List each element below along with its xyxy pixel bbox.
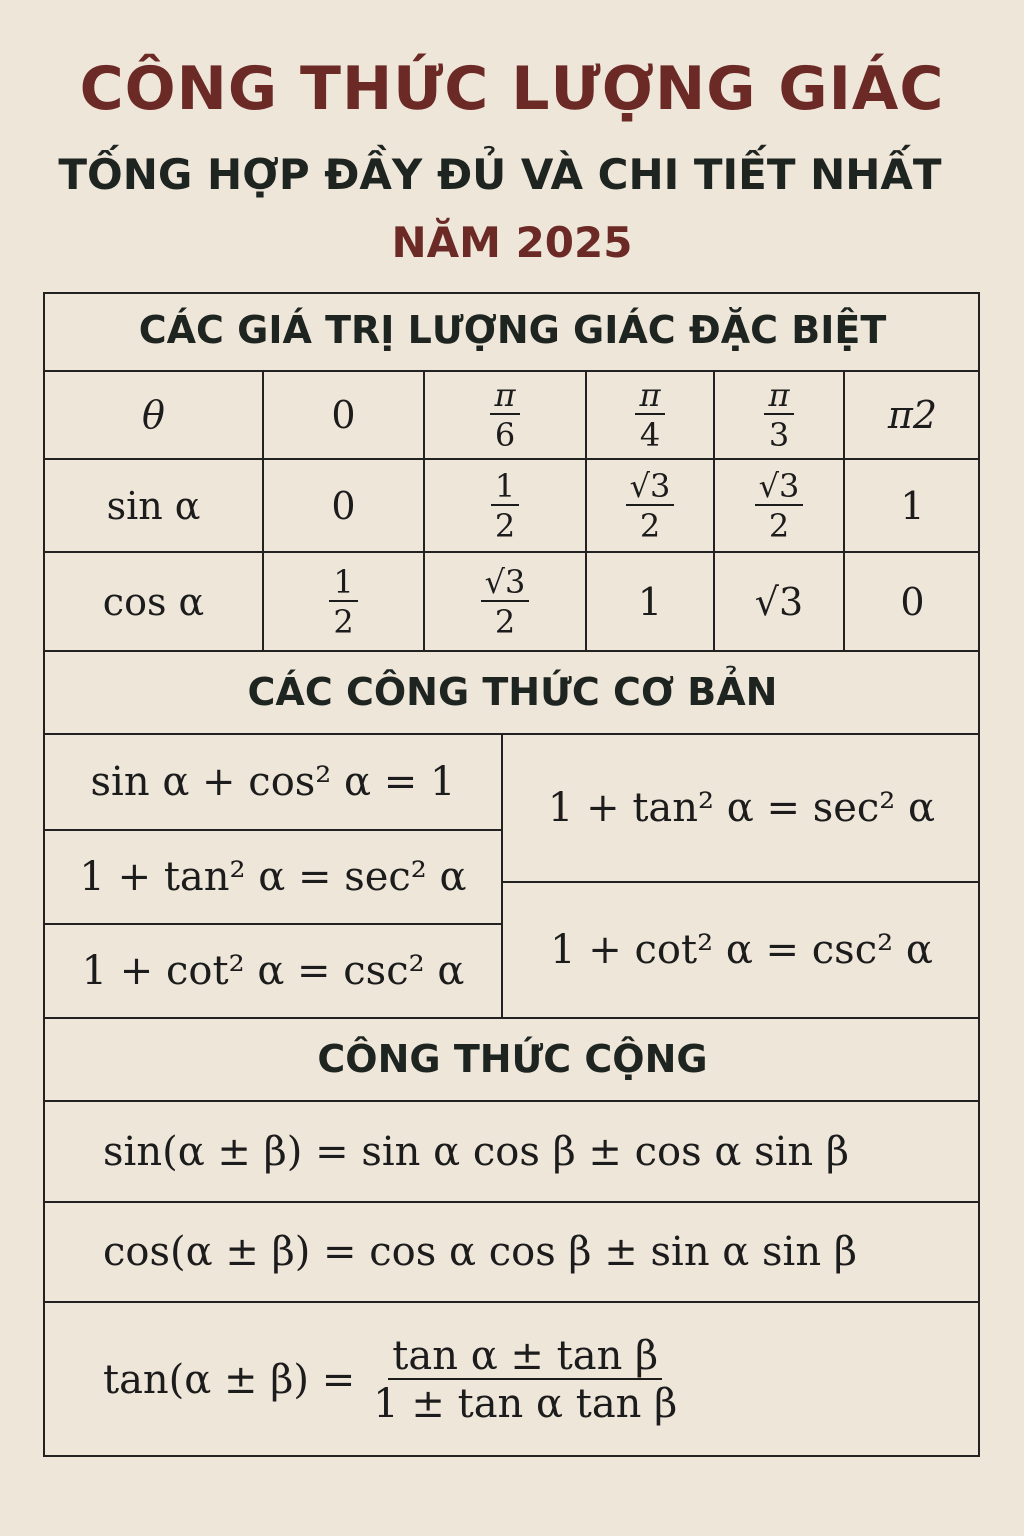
- tan-formula-numerator: tan α ± tan β: [388, 1336, 662, 1380]
- angle-cell: π2: [887, 393, 938, 437]
- cos-label: cos α: [102, 579, 205, 624]
- tan-formula-denominator: 1 ± tan α tan β: [373, 1381, 678, 1427]
- angle-cell: $\frac{\pi}{4}$: [587, 372, 713, 458]
- sin-addition-formula: sin(α ± β) = sin α cos β ± cos α sin β: [103, 1128, 850, 1175]
- basic-formula-left: sin α + cos² α = 1: [90, 759, 456, 805]
- special-values-heading: CÁC GIÁ TRỊ LƯỢNG GIÁC ĐẶC BIỆT: [138, 308, 887, 352]
- cos-value-cell: 0: [900, 579, 925, 624]
- sin-value-cell: $\frac{√3}{2}$: [715, 460, 843, 551]
- cos-value-cell: $\frac{√3}{2}$: [425, 553, 585, 650]
- sin-value-cell: 0: [331, 483, 356, 528]
- angle-cell: $\frac{\pi}{6}$: [425, 372, 585, 458]
- sin-value-cell: $\frac{√3}{2}$: [587, 460, 713, 551]
- basic-formula-left: 1 + cot² α = csc² α: [81, 948, 465, 994]
- tan-addition-formula: [45, 1303, 980, 1457]
- sin-value-cell: $\frac{1}{2}$: [425, 460, 585, 551]
- divider: [45, 650, 980, 652]
- page-year: NĂM 2025: [391, 218, 633, 267]
- page-title: CÔNG THỨC LƯỢNG GIÁC: [79, 54, 945, 124]
- addition-formulas-heading: CÔNG THỨC CỘNG: [317, 1037, 708, 1081]
- basic-formula-left: 1 + tan² α = sec² α: [79, 854, 467, 900]
- cos-addition-formula: cos(α ± β) = cos α cos β ± sin α sin β: [103, 1229, 857, 1275]
- sin-label: sin α: [106, 483, 201, 528]
- angle-cell: $\frac{\pi}{3}$: [715, 372, 843, 458]
- page-subtitle: TỐNG HỢP ĐẦY ĐỦ VÀ CHI TIẾT NHẤT: [58, 150, 942, 199]
- divider: [45, 1017, 980, 1019]
- formula-sheet: [43, 292, 980, 1457]
- angle-cell: 0: [331, 393, 356, 437]
- cos-value-cell: $\frac{1}{2}$: [264, 553, 423, 650]
- cos-value-cell: √3: [754, 579, 804, 624]
- tan-formula-lhs: tan(α ± β) =: [103, 1357, 356, 1403]
- basic-formula-right: 1 + cot² α = csc² α: [550, 927, 933, 973]
- cos-value-cell: 1: [637, 579, 663, 624]
- theta-label: θ: [142, 393, 165, 437]
- basic-formula-right: 1 + tan² α = sec² α: [547, 785, 936, 831]
- basic-formulas-heading: CÁC CÔNG THỨC CƠ BẢN: [247, 670, 778, 714]
- sin-value-cell: 1: [900, 483, 925, 528]
